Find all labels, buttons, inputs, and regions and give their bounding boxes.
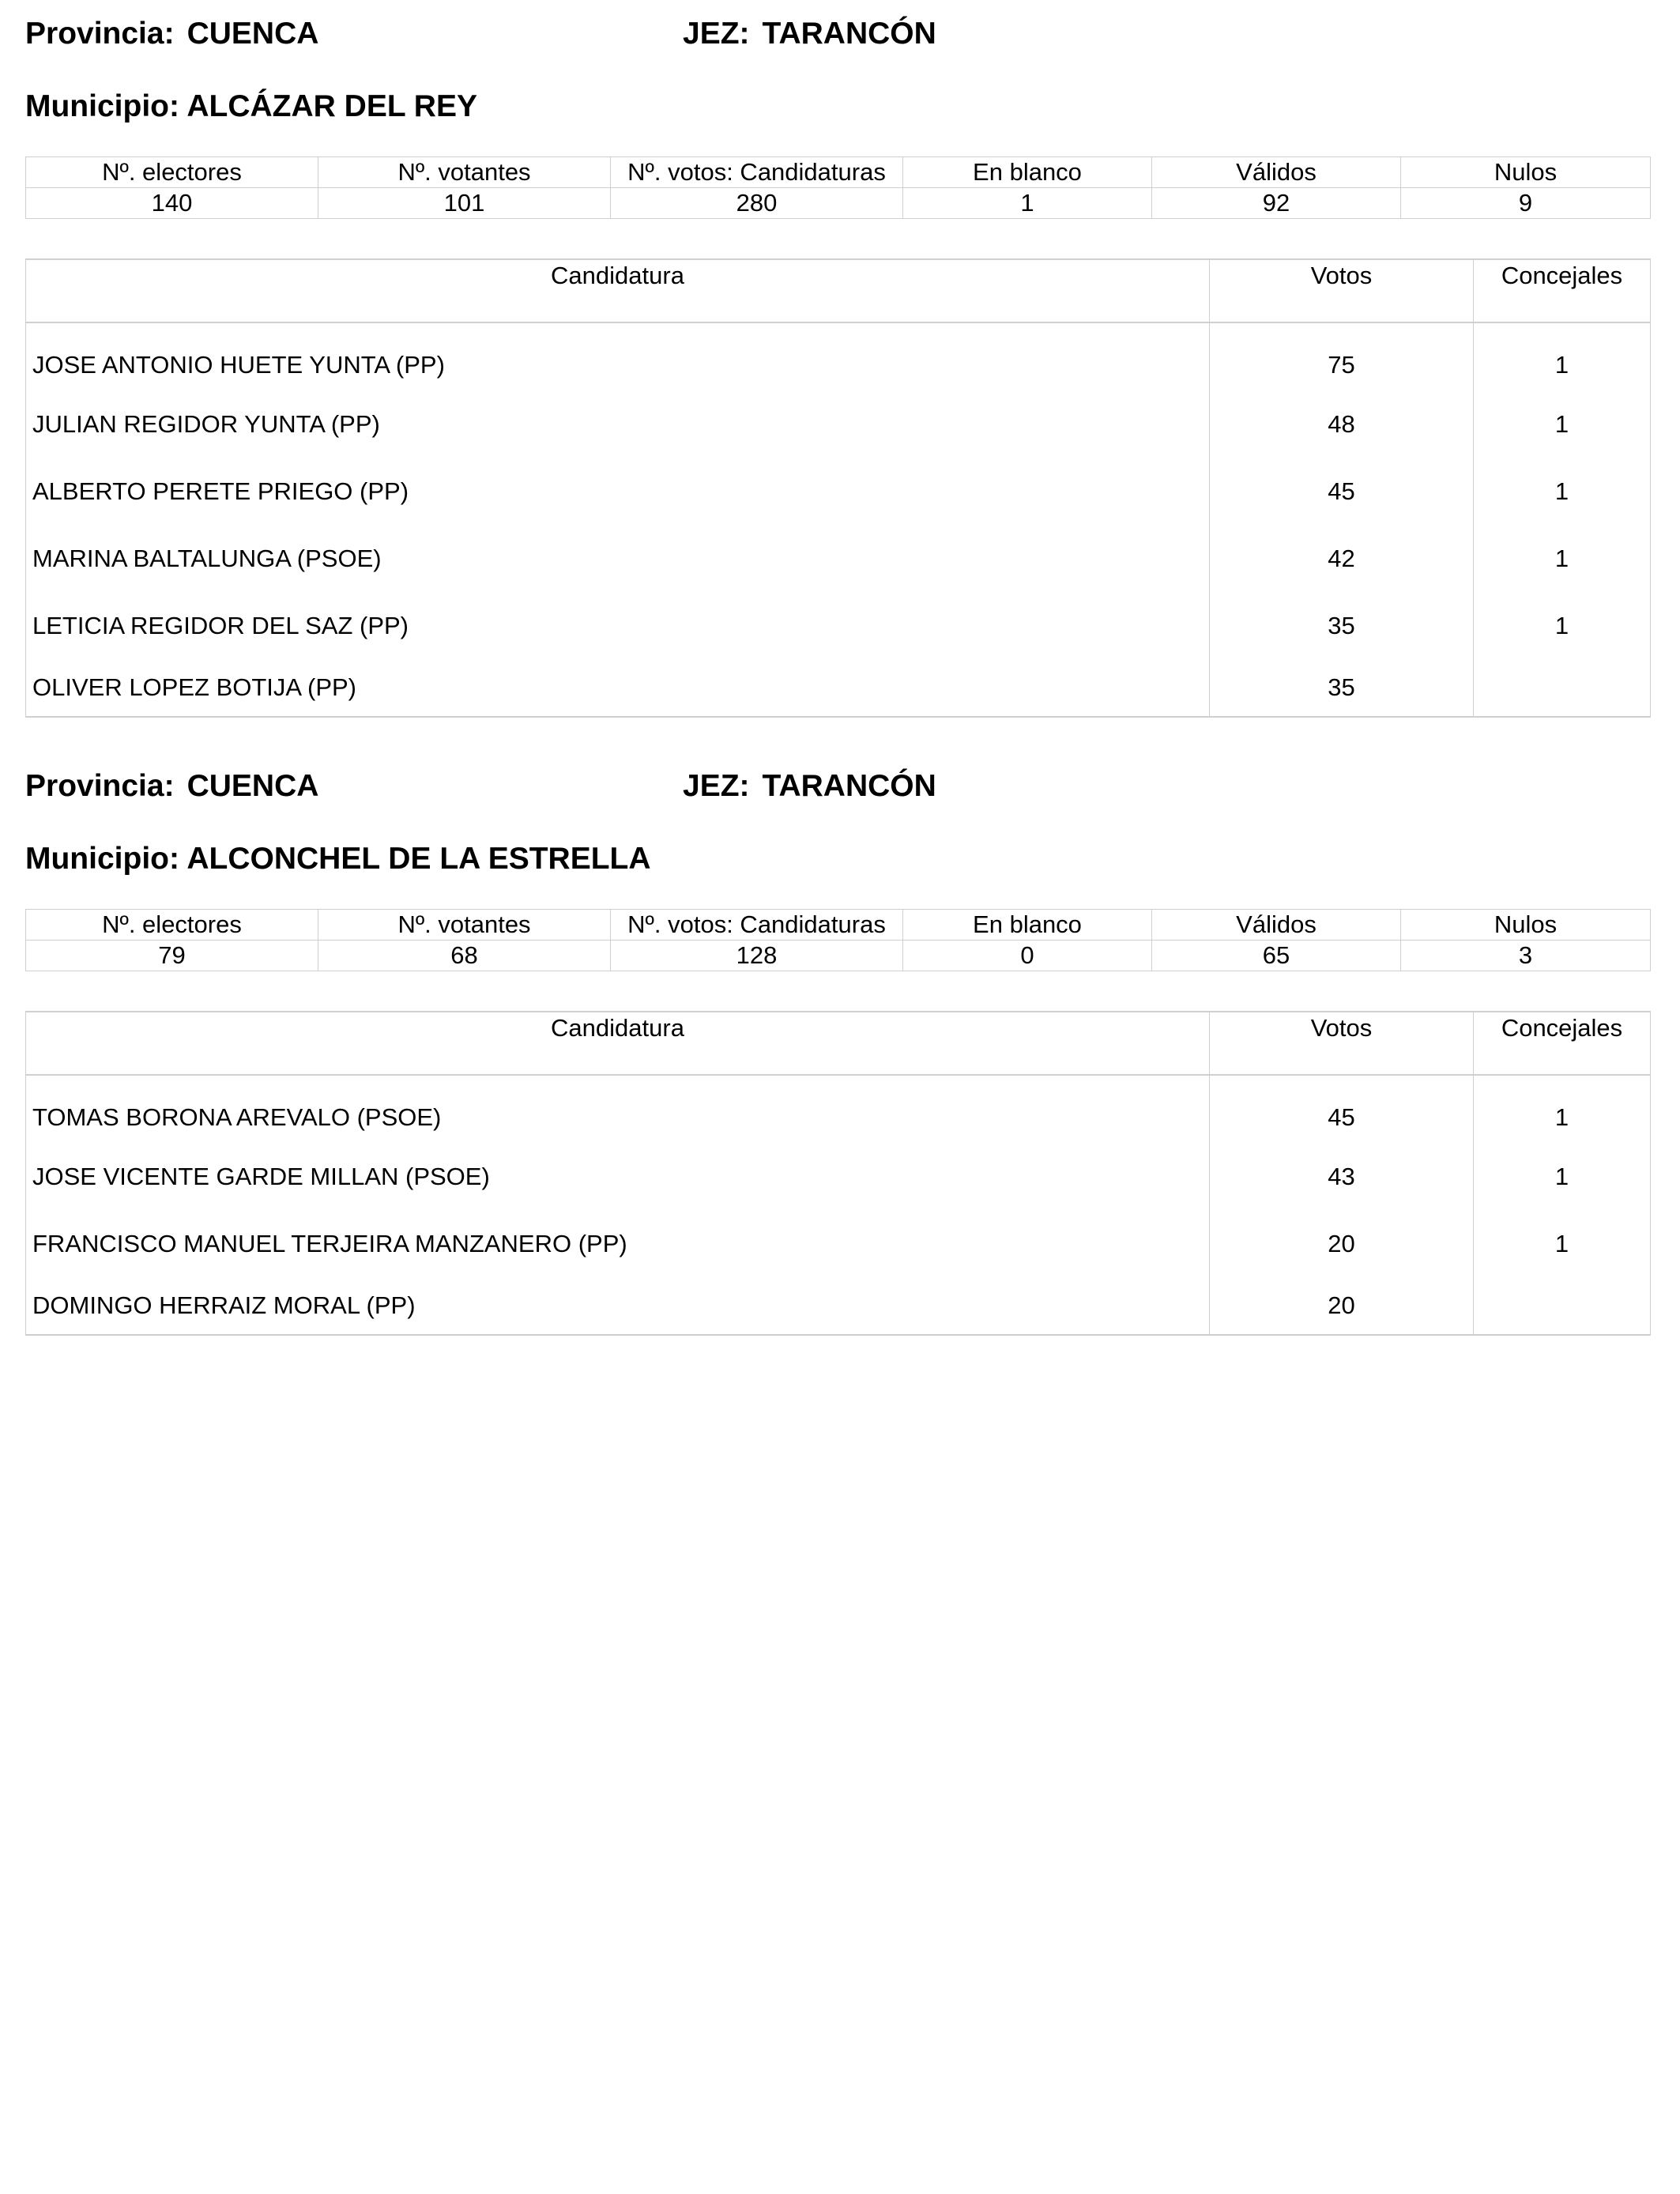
municipio-heading [25,89,477,125]
candidate-concejales: 1 [1474,1210,1651,1277]
concejales-header: Concejales [1474,1012,1651,1075]
summary-value-cell: 68 [318,941,611,971]
candidatura-header: Candidatura [26,1012,1210,1075]
candidate-concejales: 1 [1474,458,1651,525]
municipio-heading [25,841,651,877]
provincia-label: Provincia: [25,17,175,51]
table-row [26,458,1651,525]
summary-header-cell: Nº. votos: Candidaturas [611,157,903,188]
table-row [26,1075,1651,1143]
candidate-name: MARINA BALTALUNGA (PSOE) [26,525,1210,592]
jez-heading [683,768,936,805]
table-row [26,322,1651,390]
candidates-header-row [26,1012,1651,1075]
table-row [26,659,1651,717]
provincia-value: CUENCA [186,769,319,803]
candidate-name: ALBERTO PERETE PRIEGO (PP) [26,458,1210,525]
candidate-votos: 45 [1210,1075,1474,1143]
provincia-heading [25,768,318,805]
candidate-votos: 20 [1210,1210,1474,1277]
jez-value: TARANCÓN [762,17,936,51]
summary-table [25,156,1651,219]
candidate-name: JOSE VICENTE GARDE MILLAN (PSOE) [26,1143,1210,1210]
candidate-concejales: 1 [1474,525,1651,592]
summary-header-cell: Nº. votos: Candidaturas [611,910,903,941]
summary-value-cell: 101 [318,188,611,219]
candidate-concejales [1474,1277,1651,1335]
provincia-heading [25,16,318,52]
candidate-votos: 43 [1210,1143,1474,1210]
candidate-name: JULIAN REGIDOR YUNTA (PP) [26,390,1210,458]
jez-value: TARANCÓN [762,769,936,803]
votos-header: Votos [1210,1012,1474,1075]
summary-value-cell: 128 [611,941,903,971]
summary-header-cell: En blanco [903,157,1152,188]
candidate-votos: 42 [1210,525,1474,592]
jez-label: JEZ: [683,769,750,803]
table-row [26,525,1651,592]
table-row [26,1210,1651,1277]
municipio-value: ALCONCHEL DE LA ESTRELLA [186,842,651,876]
municipio-label: Municipio: [25,89,179,123]
summary-header-cell: Nº. votantes [318,910,611,941]
candidate-votos: 35 [1210,659,1474,717]
municipio-label: Municipio: [25,842,179,876]
candidate-concejales: 1 [1474,390,1651,458]
summary-value-cell: 9 [1401,188,1651,219]
table-row [26,390,1651,458]
candidate-concejales [1474,659,1651,717]
votos-header: Votos [1210,259,1474,322]
summary-header-cell: Válidos [1152,157,1401,188]
municipio-value: ALCÁZAR DEL REY [186,89,477,123]
candidate-name: LETICIA REGIDOR DEL SAZ (PP) [26,592,1210,659]
candidate-votos: 75 [1210,322,1474,390]
candidate-concejales: 1 [1474,592,1651,659]
summary-header-cell: En blanco [903,910,1152,941]
table-row [26,1143,1651,1210]
candidate-concejales: 1 [1474,1143,1651,1210]
summary-value-cell: 3 [1401,941,1651,971]
candidates-header-row [26,259,1651,322]
summary-value-cell: 79 [26,941,318,971]
summary-value-cell: 1 [903,188,1152,219]
candidate-concejales: 1 [1474,1075,1651,1143]
candidate-name: OLIVER LOPEZ BOTIJA (PP) [26,659,1210,717]
candidates-table [25,258,1651,718]
table-row [26,592,1651,659]
summary-value-row [26,188,1651,219]
summary-header-cell: Nulos [1401,910,1651,941]
summary-value-row [26,941,1651,971]
candidate-votos: 45 [1210,458,1474,525]
candidatura-header: Candidatura [26,259,1210,322]
candidate-votos: 48 [1210,390,1474,458]
summary-header-row [26,910,1651,941]
provincia-value: CUENCA [186,17,319,51]
candidate-votos: 35 [1210,592,1474,659]
summary-value-cell: 0 [903,941,1152,971]
summary-value-cell: 140 [26,188,318,219]
candidate-votos: 20 [1210,1277,1474,1335]
summary-header-cell: Nº. electores [26,910,318,941]
concejales-header: Concejales [1474,259,1651,322]
candidate-concejales: 1 [1474,322,1651,390]
candidate-name: DOMINGO HERRAIZ MORAL (PP) [26,1277,1210,1335]
summary-value-cell: 280 [611,188,903,219]
candidate-name: JOSE ANTONIO HUETE YUNTA (PP) [26,322,1210,390]
jez-heading [683,16,936,52]
summary-table [25,909,1651,971]
jez-label: JEZ: [683,17,750,51]
summary-header-cell: Válidos [1152,910,1401,941]
summary-header-cell: Nº. votantes [318,157,611,188]
summary-header-row [26,157,1651,188]
summary-value-cell: 65 [1152,941,1401,971]
candidate-name: FRANCISCO MANUEL TERJEIRA MANZANERO (PP) [26,1210,1210,1277]
candidate-name: TOMAS BORONA AREVALO (PSOE) [26,1075,1210,1143]
summary-header-cell: Nº. electores [26,157,318,188]
candidates-table [25,1011,1651,1336]
provincia-label: Provincia: [25,769,175,803]
summary-value-cell: 92 [1152,188,1401,219]
summary-header-cell: Nulos [1401,157,1651,188]
table-row [26,1277,1651,1335]
